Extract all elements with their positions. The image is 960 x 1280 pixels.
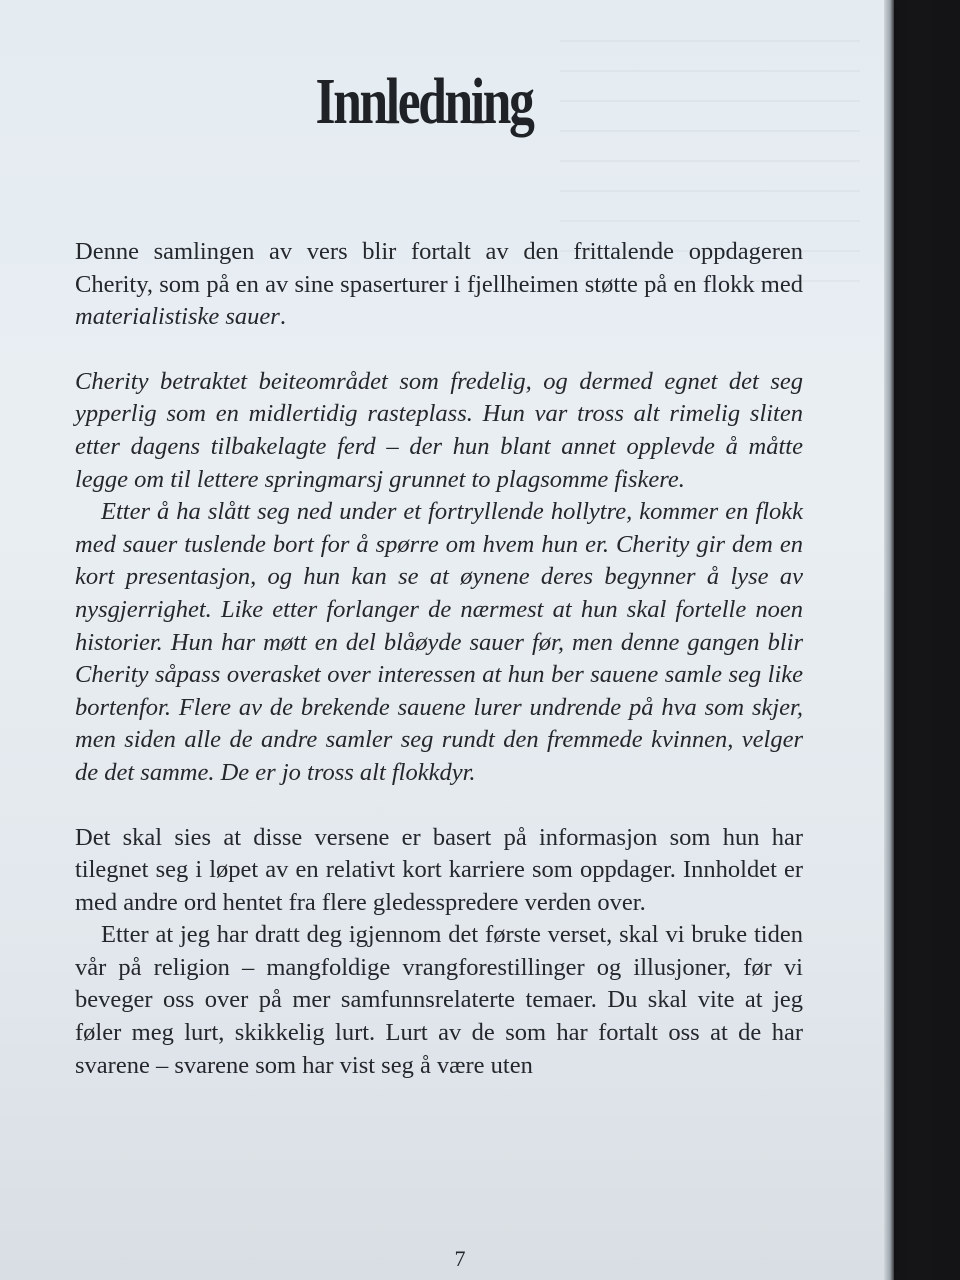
page-edge xyxy=(884,0,894,1280)
story-paragraph-2: Etter å ha slått seg ned under et fortryllende hollytre, kommer en flokk med sauer tuslende bort for å spørre om hvem hun er. Cherity gir dem en kort presentasjon, og hun kan se at øynene deres begynner å lyse av nysgjerrighet. Like etter forlanger de nærmest at hun skal fortelle noen historier. Hun har møtt en del blåøyde sauer før, men denne gangen blir Cherity såpass overasket over interessen at hun ber sauene samle seg like bortenfor. Flere av de brekende sauene lurer undrende på hva som skjer, men siden alle de andre samler seg rundt den fremmede kvinnen, velger de det samme. De er jo tross alt flokkdyr. xyxy=(75,498,803,786)
intro-paragraph xyxy=(75,236,803,334)
intro-text: Denne samlingen av vers blir fortalt av den frittalende oppdageren Cherity, som på en av sine spaserturer i fjellheimen støtte på en flokk med xyxy=(75,238,803,298)
intro-emphasis: materialistiske sauer xyxy=(75,303,280,331)
chapter-title: Innledning xyxy=(315,65,533,138)
story-paragraph-1: Cherity betraktet beiteområdet som fredelig, og dermed egnet det seg ypperlig som en midlertidig rasteplass. Hun var tross alt rimelig sliten etter dagens tilbakelagte ferd – der hun blant annet opplevde å måtte legge om til lettere springmarsj grunnet to plagsomme fiskere. xyxy=(75,367,803,493)
closing-paragraph-1: Det skal sies at disse versene er basert på informasjon som hun har tilegnet seg i løpet av en relativt kort karriere som oppdager. Innholdet er med andre ord hentet fra flere gledesspredere verden over. xyxy=(75,823,803,916)
page-number: 7 xyxy=(454,1246,466,1271)
intro-end: . xyxy=(279,303,286,331)
chapter-body xyxy=(75,236,803,1082)
closing-paragraph-2: Etter at jeg har dratt deg igjennom det første verset, skal vi bruke tiden vår på religion – mangfoldige vrangforestillinger og illusjoner, før vi beveger oss over på mer samfunnsrelaterte temaer. Du skal vite at jeg føler meg lurt, skikkelig lurt. Lurt av de som har fortalt oss at de har svarene – svarene som har vist seg å være uten xyxy=(75,921,803,1079)
